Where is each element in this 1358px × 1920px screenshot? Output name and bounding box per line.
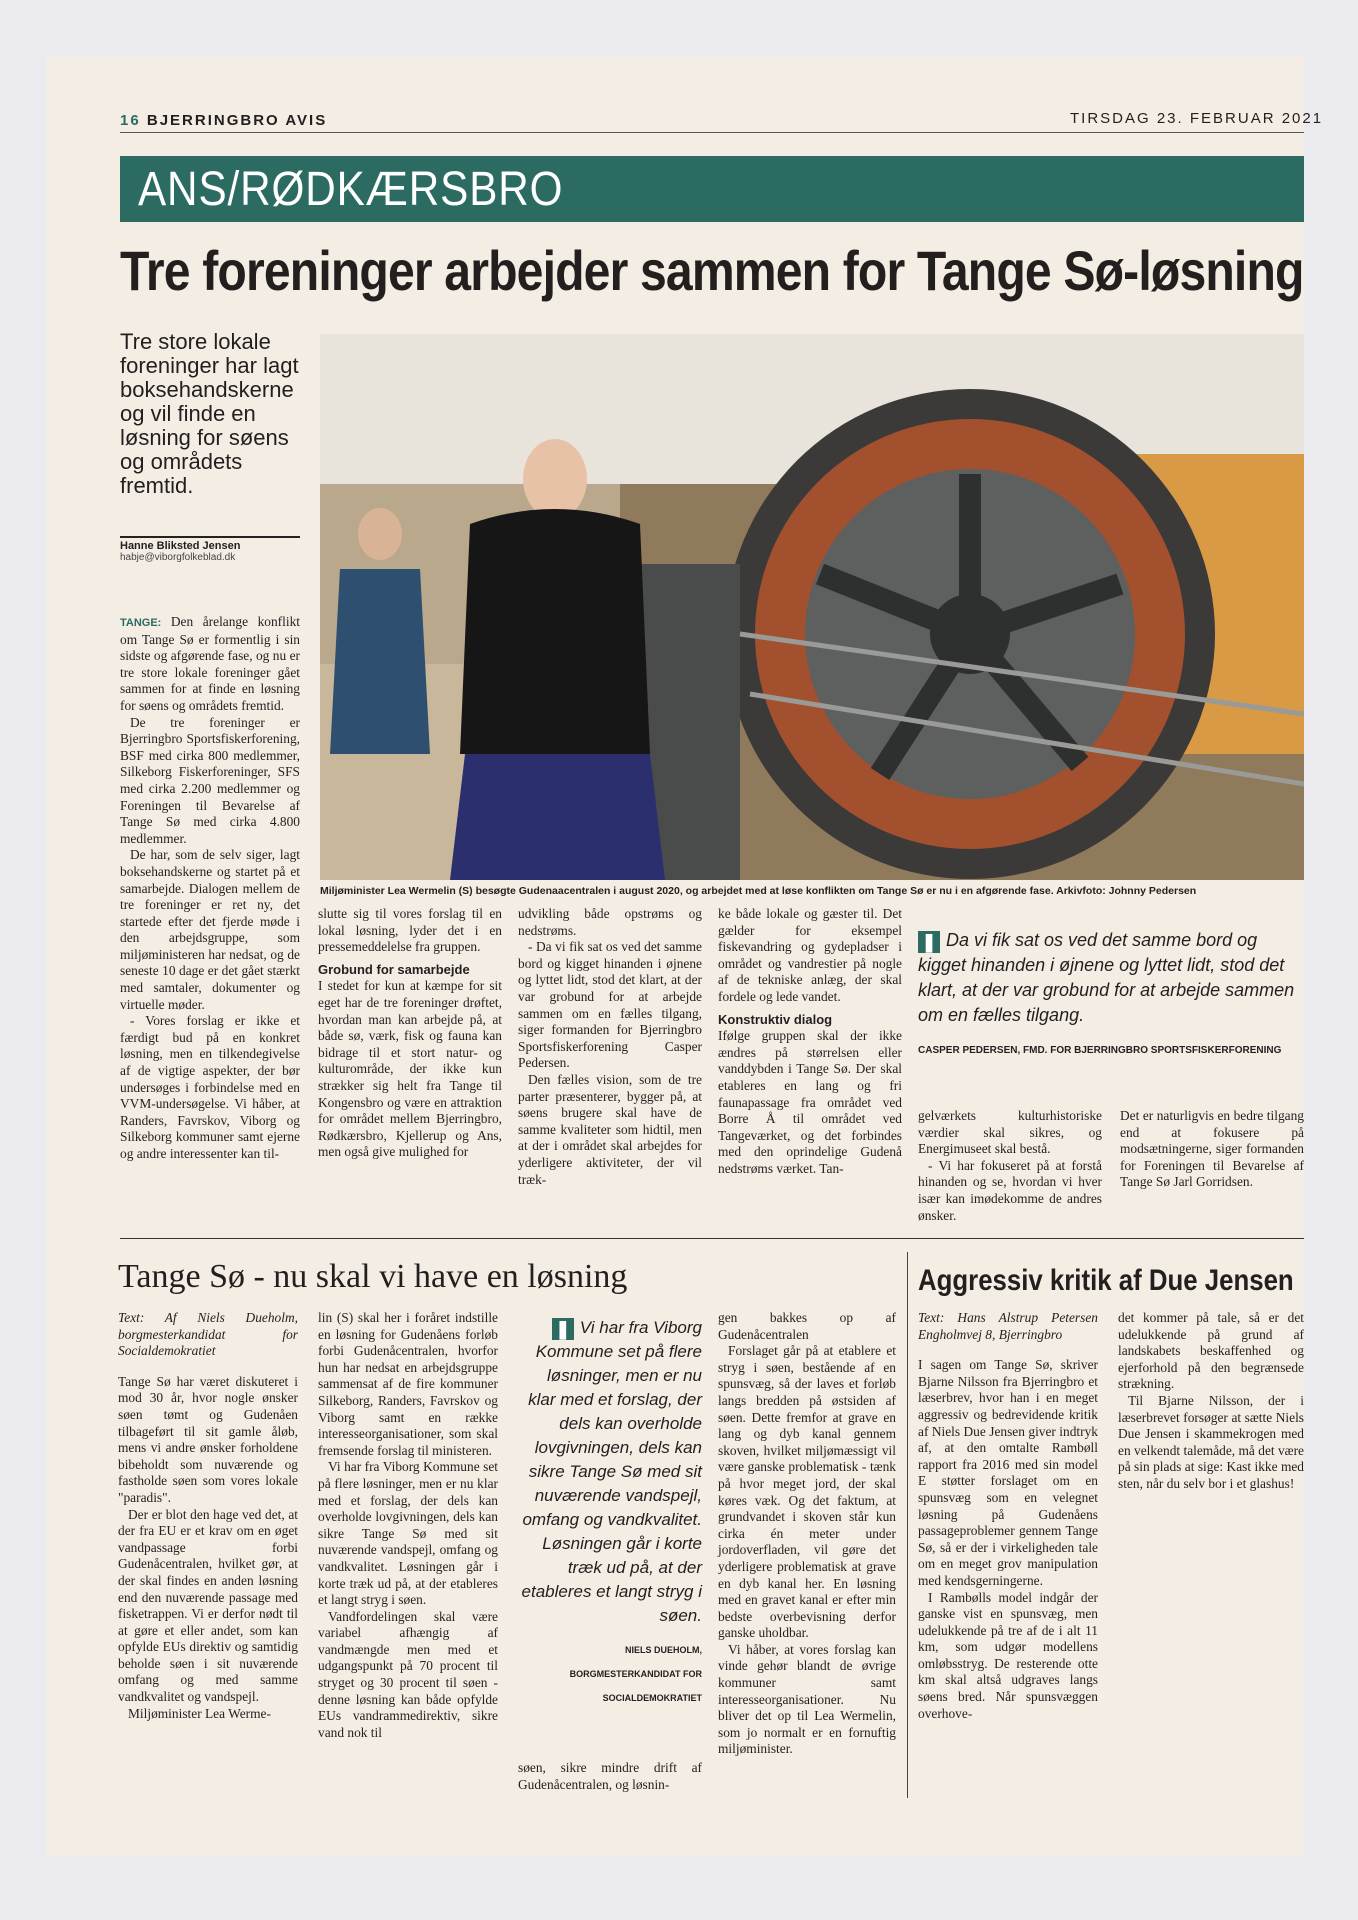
- opinion2-title: Aggressiv kritik af Due Jensen: [918, 1264, 1294, 1297]
- article-p11: Ifølge gruppen skal der ikke ændres på størrelsen eller vanddybden i Tange Sø. Der skal etableres en lang og fri faunapassage fra området ved Borre Å til området ved Tangeværket, og det forbindes med den oprindelige Gudenå nedstrøms værket. Tan-: [718, 1028, 902, 1176]
- article-col-6: [1120, 1108, 1304, 1191]
- opinion2-p3: det kommer på tale, så er det udelukkende på grund af landskabets beskaffenhed og ejerforhold på den begrænsede strækning.: [1118, 1310, 1304, 1392]
- article-p7: udvikling både opstrøms og nedstrøms.: [518, 906, 702, 938]
- opinion1-p6: Vandfordelingen skal være variabel afhængig af vandmængde men med et udgangspunkt på 70 procent til stryget og 30 procent til søen - denne løsning kan både opfylde EUs vandrammedirektiv, sikre vand nok til: [318, 1608, 498, 1740]
- opinion1-quote-source: NIELS DUEHOLM, BORGMESTERKANDIDAT FOR SOCIALDEMOKRATIET: [569, 1645, 702, 1704]
- article-photo: [320, 334, 1304, 880]
- subhead-konstruktiv: Konstruktiv dialog: [718, 1011, 833, 1027]
- author-email: habje@viborgfolkeblad.dk: [120, 552, 236, 563]
- article-col-5: [918, 1108, 1102, 1224]
- article-p1: Den årelange konflikt om Tange Sø er formentlig i sin sidste og afgørende fase, og nu er tre store lokale foreninger gået sammen for at finde en løsning for søens og områdets fremtid.: [120, 614, 300, 713]
- opinion1-p2: Der er blot den hage ved det, at der fra EU er et krav om en øget vandpassage forbi Gudenåcentralen, hvilket gør, at der skal findes en anden løsning end den nuværende passage med fisketrappen. Vi er derfor nødt til at gøre et eller andet, som kan opfylde EUs direktiv og samtidig beholde søen i sit nuværende omfang og med samme vandkvalitet og vandspejl.: [118, 1506, 298, 1705]
- opinion1-p5: Vi har fra Viborg Kommune set på flere løsninger, men er nu klar med et forslag, der dels kan overholde lovgivningen, dels kan sikre Tange Sø med sit nuværende vandspejl, omfang og vandkvalitet. Løsningen går i korte træk ud på, at der etableres et langt stryg i søen.: [318, 1459, 498, 1608]
- section-divider: [120, 1238, 1304, 1239]
- headline: Tre foreninger arbejder sammen for Tange Sø-løsning: [120, 239, 1304, 302]
- section-title: ANS/RØDKÆRSBRO: [138, 163, 564, 216]
- opinion1-p8: gen bakkes op af Gudenåcentralen: [718, 1310, 896, 1342]
- opinion2-col-1: [918, 1310, 1098, 1722]
- pull-quote-text: Da vi fik sat os ved det samme bord og kigget hinanden i øjnene og lyttet lidt, stod det klart, at der var grobund for at arbejde sammen om en fælles tilgang.: [918, 930, 1295, 1025]
- opinion1-quote-text: Vi har fra Viborg Kommune set på flere løsninger, men er nu klar med et forslag, der dels kan overholde lovgivningen, dels kan sikre Tange Sø med sit nuværende vandspejl, omfang og vandkvalitet. Løsningen går i korte træk ud på, at der etableres et langt stryg i søen.: [521, 1318, 702, 1626]
- opinion1-byline: Text: Af Niels Dueholm, borgmesterkandidat for Socialdemokratiet: [118, 1310, 298, 1359]
- opinion2-p1: I sagen om Tange Sø, skriver Bjarne Nilsson fra Bjerringbro et læserbrev, hvor han i en meget aggressiv og bedrevidende kritik af Niels Due Jensen giver indtryk af, at den omtalte Rambøll rapport fra 2016 med sin model E støtter forslaget om en spunsvæg som en velegnet løsning på Gudenåens passageproblemer gennem Tange Sø, så er der i virkeligheden tale om en meget grov manipulation med kendsgerningerne.: [918, 1357, 1098, 1588]
- opinion1-col-2: [318, 1310, 498, 1741]
- photo-caption: Miljøminister Lea Wermelin (S) besøgte Gudenaacentralen i august 2020, og arbejdet med at løse konflikten om Tange Sø er nu i en afgørende fase. Arkivfoto: Johnny Pedersen: [320, 885, 1197, 897]
- article-p12: gelværkets kulturhistoriske værdier skal sikres, og Energimuseet skal bestå.: [918, 1108, 1102, 1157]
- turbine-hall-illustration: [320, 334, 1304, 880]
- opinion1-col-4: [718, 1310, 896, 1758]
- opinion1-quote: [518, 1316, 702, 1710]
- page-header: [120, 112, 327, 129]
- opinion1-p3: Miljøminister Lea Werme-: [128, 1705, 271, 1721]
- subhead-grobund: Grobund for samarbejde: [318, 961, 470, 977]
- section-banner: [120, 156, 1304, 222]
- header-rule: [120, 132, 1304, 133]
- author: [120, 540, 240, 563]
- paper-name: BJERRINGBRO AVIS: [146, 112, 328, 129]
- article-p10: ke både lokale og gæster til. Det gælder for eksempel fiskevandring og gydepladser i området og vandrestier på nogle af de tekniske anlæg, der skal fordele og lede vandet.: [718, 906, 902, 1004]
- dateline: TANGE:: [120, 617, 162, 629]
- opinion2-p2: I Rambølls model indgår der ganske vist en spunsvæg, men udelukkende på tre af de i alt 11 km, som udgør modellens omløbsstryg. De resterende otte km skal altså udgraves langs søens bred. Når spunsvæggen overhove-: [918, 1589, 1098, 1721]
- article-p9: Den fælles vision, som de tre parter præsenterer, bygger på, at søens brugere skal have de samme kvaliteter som hidtil, men at der i området skal arbejdes for yderligere aktiviteter, der vil træk-: [518, 1071, 702, 1187]
- opinion1-title: Tange Sø - nu skal vi have en løsning: [118, 1258, 628, 1295]
- article-p8: - Da vi fik sat os ved det samme bord og kigget hinanden i øjnene og lyttet lidt, stod det klart, at der var grobund for at arbejde sammen om en fælles tilgang, siger formanden for Bjerringbro Sportsfiskerforening Casper Pedersen.: [518, 939, 702, 1071]
- lead-text: Tre store lokale foreninger har lagt boksehandskerne og vil finde en løsning for søens og områdets fremtid.: [120, 329, 299, 498]
- article-col-3: [518, 906, 702, 1188]
- opinion1-p10: Vi håber, at vores forslag kan vinde gehør blandt de øvrige kommuner samt interesseorganisationer. Nu bliver det op til Lea Wermelin, som jo normalt er en fornuftig miljøminister.: [718, 1641, 896, 1757]
- opinion1-col-3-tail: [518, 1760, 702, 1793]
- opinion1-p9: Forslaget går på at etablere et stryg i søen, bestående af en spunsvæg, så der laves et forløb langs bredden på østsiden af søen. Dette fremfor at grave en lang og dyb kanal gennem skoven, hvilket miljømæssigt vil være ganske problematisk - tænk på hvor meget jord, der skal køres væk. Og det faktum, at grundvandet i skoven står kun cirka én meter under jordoverfladen, vil gøre det yderligere problematisk at grave en dyb kanal her. En løsning med en gravet kanal er efter min bedste overbevisning derfor ganske uholdbar.: [718, 1343, 896, 1641]
- author-name: Hanne Bliksted Jensen: [120, 540, 241, 552]
- author-rule: [120, 536, 300, 538]
- opinion1-col-1: [118, 1310, 298, 1722]
- article-p5: slutte sig til vores forslag til en lokal løsning, lyder det i en pressemeddelelse fra gruppen.: [318, 906, 502, 955]
- issue-date: TIRSDAG 23. FEBRUAR 2021: [1070, 110, 1324, 127]
- quote-icon-2: ❚: [552, 1318, 574, 1340]
- article-p13: - Vi har fokuseret på at forstå hinanden og se, hvordan vi hver især kan imødekomme de andres ønsker.: [918, 1157, 1102, 1223]
- opinion2-col-2: [1118, 1310, 1304, 1493]
- opinion2-byline: Text: Hans Alstrup Petersen Engholmvej 8, Bjerringbro: [918, 1310, 1098, 1342]
- article-p14: Det er naturligvis en bedre tilgang end at fokusere på modsætningerne, siger formanden for Foreningen til Bevarelse af Tange Sø Jarl Gorridsen.: [1120, 1108, 1304, 1190]
- pull-quote-source: CASPER PEDERSEN, FMD. FOR BJERRINGBRO SPORTSFISKERFORENING: [918, 1045, 1282, 1056]
- article-col-4: [718, 906, 902, 1178]
- opinion1-p1: Tange Sø har været diskuteret i mod 30 år, hvor nogle ønsker søen tømt og Gudenåen tilbageført til sit gamle åløb, mens vi andre ønsker forholdene bibeholdt som nuværende og fastholde søen som vores lokale "paradis".: [118, 1373, 298, 1505]
- opinion2-p4: Til Bjarne Nilsson, der i læserbrevet forsøger at sætte Niels Due Jensen i skammekrogen med en velkendt talemåde, må det være på sin plads at sige: Kast ikke med sten, når du selv bor i et glashus!: [1118, 1392, 1304, 1491]
- article-col-1: [120, 614, 300, 1163]
- page-number: 16: [120, 112, 141, 129]
- quote-icon: ❚: [918, 931, 940, 953]
- article-col-2: [318, 906, 502, 1161]
- article-p6: I stedet for kun at kæmpe for sit eget har de tre foreninger drøftet, hvordan man kan arbejde på, at både sø, værk, fisk og fauna kan bidrage til et stort natur- og kulturområde, der ikke kun strækker sig helt fra Tange til Kongensbro og være en attraktion for området mellem Bjerringbro, Rødkærsbro, Kjellerup og Ans, men også give mulighed for: [318, 978, 502, 1160]
- opinion1-p4: lin (S) skal her i foråret indstille en løsning for Gudenåens forløb forbi Gudenåcentralen, hvorfor hun har nedsat en arbejdsgruppe sammensat af de fire kommuner Silkeborg, Randers, Favrskov og Viborg samt en række interesseorganisationer, som skal fremsende forslag til ministeren.: [318, 1310, 498, 1458]
- opinion-divider: [907, 1252, 908, 1798]
- opinion1-p7: søen, sikre mindre drift af Gudenåcentralen, og løsnin-: [518, 1760, 702, 1792]
- article-p4: - Vores forslag er ikke et færdigt bud på en konkret løsning, men en tilkendegivelse af de vigtige aspekter, der bør undersøges i forbindelse med en VVM-undersøgelse. Vi håber, at Randers, Favrskov, Viborg og Silkeborg kommuner samt ejerne og andre interessenter kan til-: [120, 1013, 300, 1161]
- pull-quote: [918, 928, 1304, 1063]
- article-p3: De har, som de selv siger, lagt boksehandskerne og startet på et samarbejde. Dialogen mellem de tre foreninger er ret ny, det startede efter det fjerde møde i den arbejdsgruppe, som miljøministeren har nedsat, og de seneste 10 dage er det gået stærkt med samtaler, dokumenter og virtuelle møder.: [120, 847, 300, 1012]
- article-p2: De tre foreninger er Bjerringbro Sportsfiskerforening, BSF med cirka 800 medlemmer, Silkeborg Fiskerforeninger, SFS med cirka 2.200 medlemmer og Foreningen til Bevarelse af Tange Sø med cirka 4.800 medlemmer.: [120, 714, 300, 846]
